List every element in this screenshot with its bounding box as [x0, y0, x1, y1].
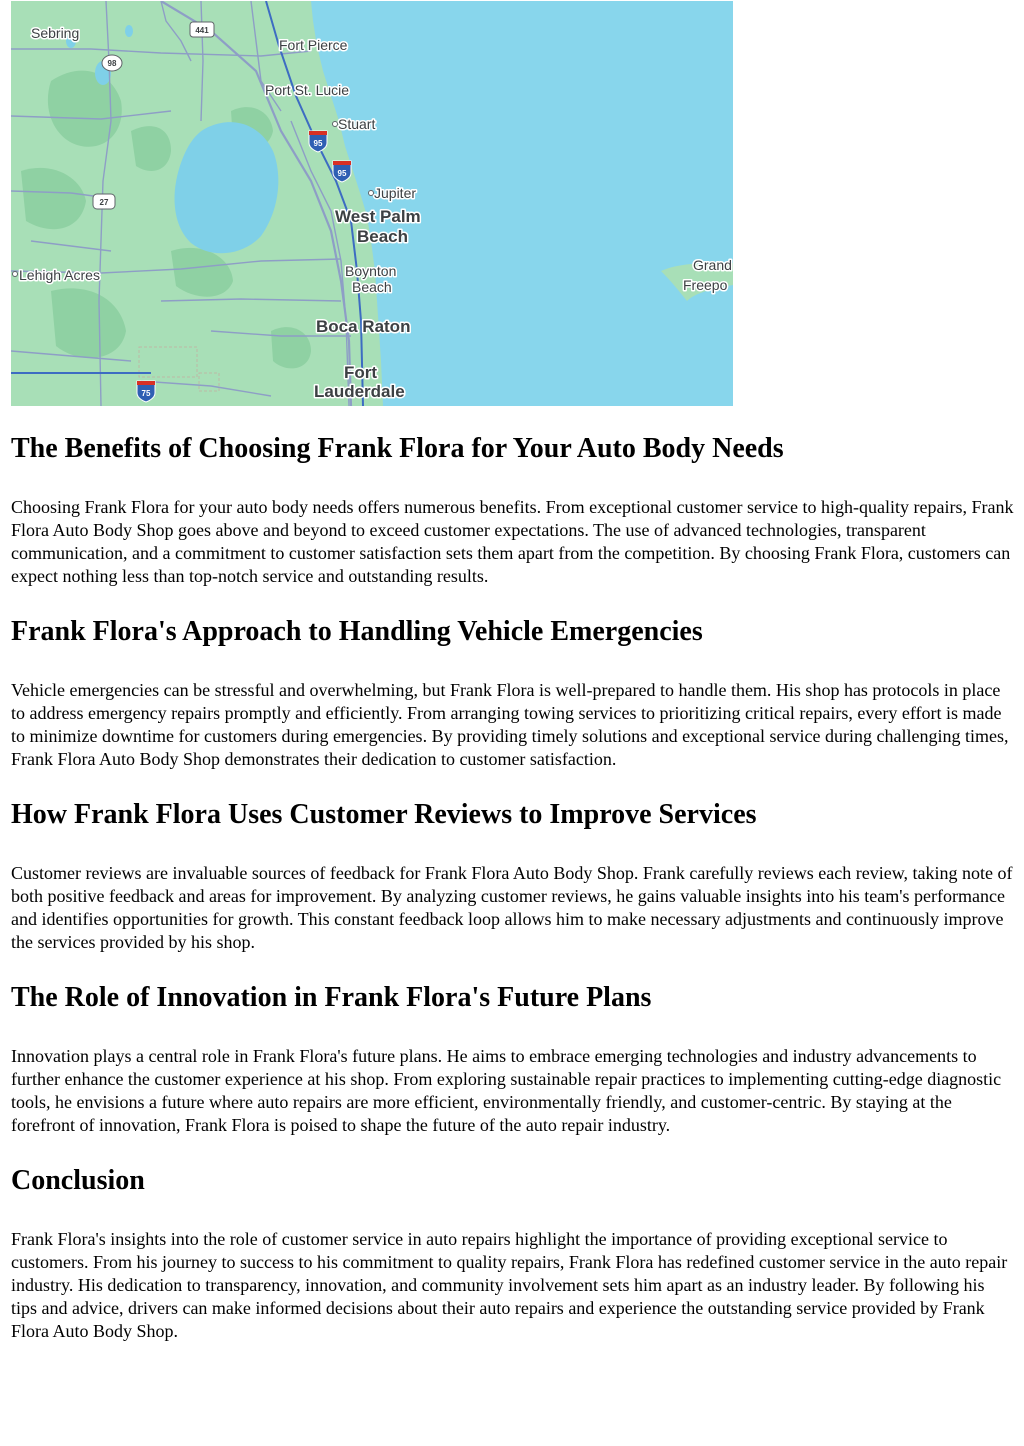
section-heading: How Frank Flora Uses Customer Reviews to Improve Services	[11, 799, 757, 830]
section-paragraph: Innovation plays a central role in Frank Flora's future plans. He aims to embrace emerging technologies and industry advancements to further enhance the customer experience at his shop. From exploring sustainable repair practices to implementing cutting-edge diagnostic tools, he envisions a future where auto repairs are more efficient, environmentally friendly, and customer-centric. By staying at the forefront of innovation, Frank Flora is poised to shape the future of the auto repair industry.	[11, 1046, 1002, 1135]
section-heading: The Role of Innovation in Frank Flora's Future Plans	[11, 982, 652, 1013]
map-label-lehigh-acres: Lehigh Acres	[19, 267, 100, 283]
section-heading: Frank Flora's Approach to Handling Vehicle Emergencies	[11, 616, 703, 647]
i75-shield	[137, 381, 155, 402]
section-paragraph: Vehicle emergencies can be stressful and overwhelming, but Frank Flora is well-prepared to handle them. His shop has protocols in place to address emergency repairs promptly and efficiently. From arranging towing services to prioritizing critical repairs, every effort is made to minimize downtime for customers during emergencies. By providing timely solutions and exceptional service during challenging times, Frank Flora Auto Body Shop demonstrates their dedication to customer satisfaction.	[11, 680, 1009, 769]
map-label-sebring: Sebring	[31, 25, 80, 41]
i95-shield-south	[333, 161, 351, 182]
map-graphic	[11, 1, 733, 406]
map-label-fort: Fort	[344, 363, 378, 382]
map-label-fort-lauderdale: Lauderdale	[314, 382, 405, 401]
section-reviews	[11, 794, 1014, 954]
jupiter-dot	[369, 191, 374, 196]
section-paragraph: Choosing Frank Flora for your auto body needs offers numerous benefits. From exceptional customer service to high-quality repairs, Frank Flora Auto Body Shop goes above and beyond to exceed customer expectations. The use of advanced technologies, transparent communication, and a commitment to customer satisfaction sets them apart from the competition. By choosing Frank Flora, customers can expect nothing less than top-notch service and outstanding results.	[11, 497, 1014, 586]
map-label-west-palm-beach: Beach	[357, 227, 409, 246]
map-label-stuart: Stuart	[338, 116, 376, 132]
stuart-dot	[333, 122, 338, 127]
svg-text:441: 441	[195, 26, 209, 35]
section-benefits	[11, 428, 1014, 588]
map-label-fort-pierce: Fort Pierce	[279, 37, 348, 53]
map-label-west-palm: West Palm	[335, 207, 421, 226]
svg-text:95: 95	[313, 139, 323, 148]
svg-text:75: 75	[141, 389, 151, 398]
section-emergencies	[11, 611, 1014, 771]
section-heading: The Benefits of Choosing Frank Flora for Your Auto Body Needs	[11, 433, 784, 464]
map-label-boynton: Boynton	[345, 263, 397, 279]
sr98-shield	[102, 55, 122, 71]
section-paragraph: Customer reviews are invaluable sources of feedback for Frank Flora Auto Body Shop. Frank carefully reviews each review, taking note of both positive feedback and areas for improvement. By analyzing customer reviews, he gains valuable insights into his team's performance and identifies opportunities for growth. This constant feedback loop allows him to make necessary adjustments and continuously improve the services provided by his shop.	[11, 863, 1013, 952]
map-label-freeport: Freepo	[683, 277, 728, 293]
svg-text:27: 27	[99, 198, 109, 207]
map-label-port-st-lucie: Port St. Lucie	[265, 82, 350, 98]
article-body	[11, 428, 1014, 1366]
section-conclusion	[11, 1160, 1014, 1343]
svg-text:95: 95	[337, 169, 347, 178]
map-label-boca-raton: Boca Raton	[316, 317, 411, 336]
i95-shield-north	[309, 131, 327, 152]
section-paragraph: Frank Flora's insights into the role of customer service in auto repairs highlight the importance of providing exceptional service to customers. From his journey to success to his commitment to quality repairs, Frank Flora has redefined customer service in the auto repair industry. His dedication to transparency, innovation, and community involvement sets him apart as an industry leader. By following his tips and advice, drivers can make informed decisions about their auto repairs and experience the outstanding service provided by Frank Flora Auto Body Shop.	[11, 1229, 1008, 1341]
lehigh-dot	[13, 272, 18, 277]
svg-text:98: 98	[107, 59, 117, 68]
us27-shield	[93, 194, 115, 209]
map-image[interactable]	[11, 1, 733, 406]
map-label-boynton-beach: Beach	[352, 279, 392, 295]
us441-shield	[190, 22, 214, 37]
map-label-grand: Grand	[693, 257, 732, 273]
section-heading: Conclusion	[11, 1165, 145, 1196]
section-innovation	[11, 977, 1014, 1137]
map-label-jupiter: Jupiter	[374, 185, 417, 201]
